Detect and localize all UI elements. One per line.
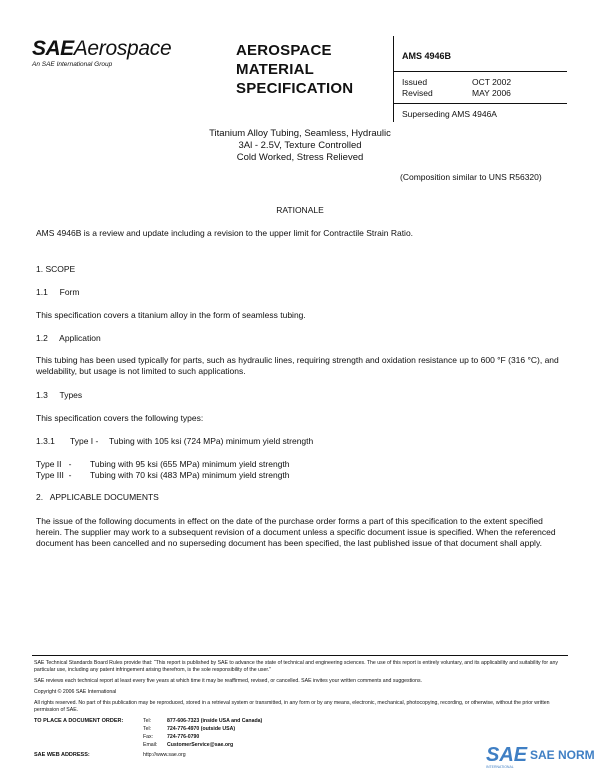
revised-date: MAY 2006 (472, 88, 511, 98)
footer-rights: All rights reserved. No part of this publication may be reproduced, stored in a retrieval system or transmitted, in any form or by any means, electronic, mechanical, photocopying, recording, or otherwise, without the prior written permission of SAE. (34, 700, 550, 713)
type-1-text: Tubing with 105 ksi (724 MPa) minimum yield strength (109, 436, 314, 446)
stamp-small-text: INTERNATIONAL (486, 765, 514, 769)
issued-date: OCT 2002 (472, 77, 512, 87)
title-line-1: AEROSPACE (236, 42, 332, 59)
footer-rule (32, 655, 568, 656)
section-1-3-1-number: 1.3.1 (36, 436, 55, 446)
spec-title-line-3: Cold Worked, Stress Relieved (236, 152, 364, 163)
sae-norm-stamp (486, 740, 596, 770)
section-1-3-text: This specification covers the following types: (36, 413, 204, 423)
title-line-3: SPECIFICATION (236, 80, 354, 97)
web-value[interactable]: http://www.sae.org (143, 752, 186, 758)
revised-label: Revised (402, 88, 433, 98)
rationale-heading: RATIONALE (276, 205, 324, 215)
title-line-2: MATERIAL (236, 61, 314, 78)
section-2-heading: 2. APPLICABLE DOCUMENTS (36, 492, 159, 502)
logo-aerospace-text: Aerospace (73, 37, 172, 60)
sae-norm-logo-icon (486, 740, 596, 770)
type-3-text: Tubing with 70 ksi (483 MPa) minimum yield strength (90, 470, 290, 480)
tel1-label: Tel: (143, 718, 152, 724)
section-1-1-text: This specification covers a titanium alloy in the form of seamless tubing. (36, 310, 306, 320)
web-label: SAE WEB ADDRESS: (34, 752, 90, 758)
type-1-label: Type I - (70, 436, 99, 446)
sae-aerospace-logo (32, 38, 220, 68)
spec-title (0, 128, 600, 164)
tel2-value: 724-776-4970 (outside USA) (167, 726, 236, 732)
section-1-heading: 1. SCOPE (36, 264, 76, 274)
logo-sae-text: SAE (32, 37, 74, 60)
issued-label: Issued (402, 77, 428, 87)
section-1-1-heading: 1.1 Form (36, 287, 80, 297)
document-type-title (236, 41, 353, 98)
order-label: TO PLACE A DOCUMENT ORDER: (34, 718, 124, 724)
header-divider-2 (393, 103, 567, 104)
rationale-text: AMS 4946B is a review and update including a revision to the upper limit for Contractile Strain Ratio. (36, 228, 414, 238)
tel1-value: 877-606-7323 (inside USA and Canada) (167, 718, 263, 724)
footer-review-note: SAE reviews each technical report at least every five years at which time it may be reaffirmed, revised, or cancelled. SAE invites your written comments and suggestions. (34, 678, 422, 684)
section-2-text: The issue of the following documents in effect on the date of the purchase order forms a part of this specification to the extent specified herein. The supplier may work to a subsequent revision of a document unless a specific document issue is specified. When the referenced document has been cancelled and no superseding document has been specified, the last published issue of that document shall apply. (36, 516, 556, 548)
email-value[interactable]: CustomerService@sae.org (167, 742, 234, 748)
type-2-text: Tubing with 95 ksi (655 MPa) minimum yield strength (90, 459, 290, 469)
type-2-label: Type II - (36, 459, 72, 469)
footer-copyright: Copyright © 2006 SAE International (34, 689, 117, 695)
fax-label: Fax: (143, 734, 154, 740)
section-1-3-heading: 1.3 Types (36, 390, 83, 400)
type-3-label: Type III - (36, 470, 72, 480)
email-label: Email: (143, 742, 158, 748)
section-1-2-text: This tubing has been used typically for parts, such as hydraulic lines, requiring strength and oxidation resistance up to 600 °F (316 °C), and weldability, but usage is not limited to such applications. (36, 355, 559, 376)
spec-title-line-1: Titanium Alloy Tubing, Seamless, Hydraulic (209, 128, 391, 139)
header-divider-1 (393, 71, 567, 72)
spec-title-line-2: 3Al - 2.5V, Texture Controlled (238, 140, 362, 151)
stamp-norm-text: SAE NORM (530, 748, 595, 762)
composition-note: (Composition similar to UNS R56320) (400, 172, 542, 182)
header-divider-vertical (393, 36, 394, 122)
section-1-2-heading: 1.2 Application (36, 333, 101, 343)
tel2-label: Tel: (143, 726, 152, 732)
superseding-note: Superseding AMS 4946A (402, 109, 497, 119)
footer-board-rules: SAE Technical Standards Board Rules provide that: “This report is published by SAE to advance the state of technical and engineering sciences. The use of this report is entirely voluntary, and its applicability and suitability for any particular use, including any patent infringement arising therefrom, is the sole responsibility of the user.” (34, 660, 558, 673)
stamp-sae-glyph: SAE (486, 744, 528, 766)
logo-subtitle: An SAE International Group (32, 61, 113, 68)
fax-value: 724-776-0790 (167, 734, 200, 740)
document-number: AMS 4946B (402, 51, 452, 61)
